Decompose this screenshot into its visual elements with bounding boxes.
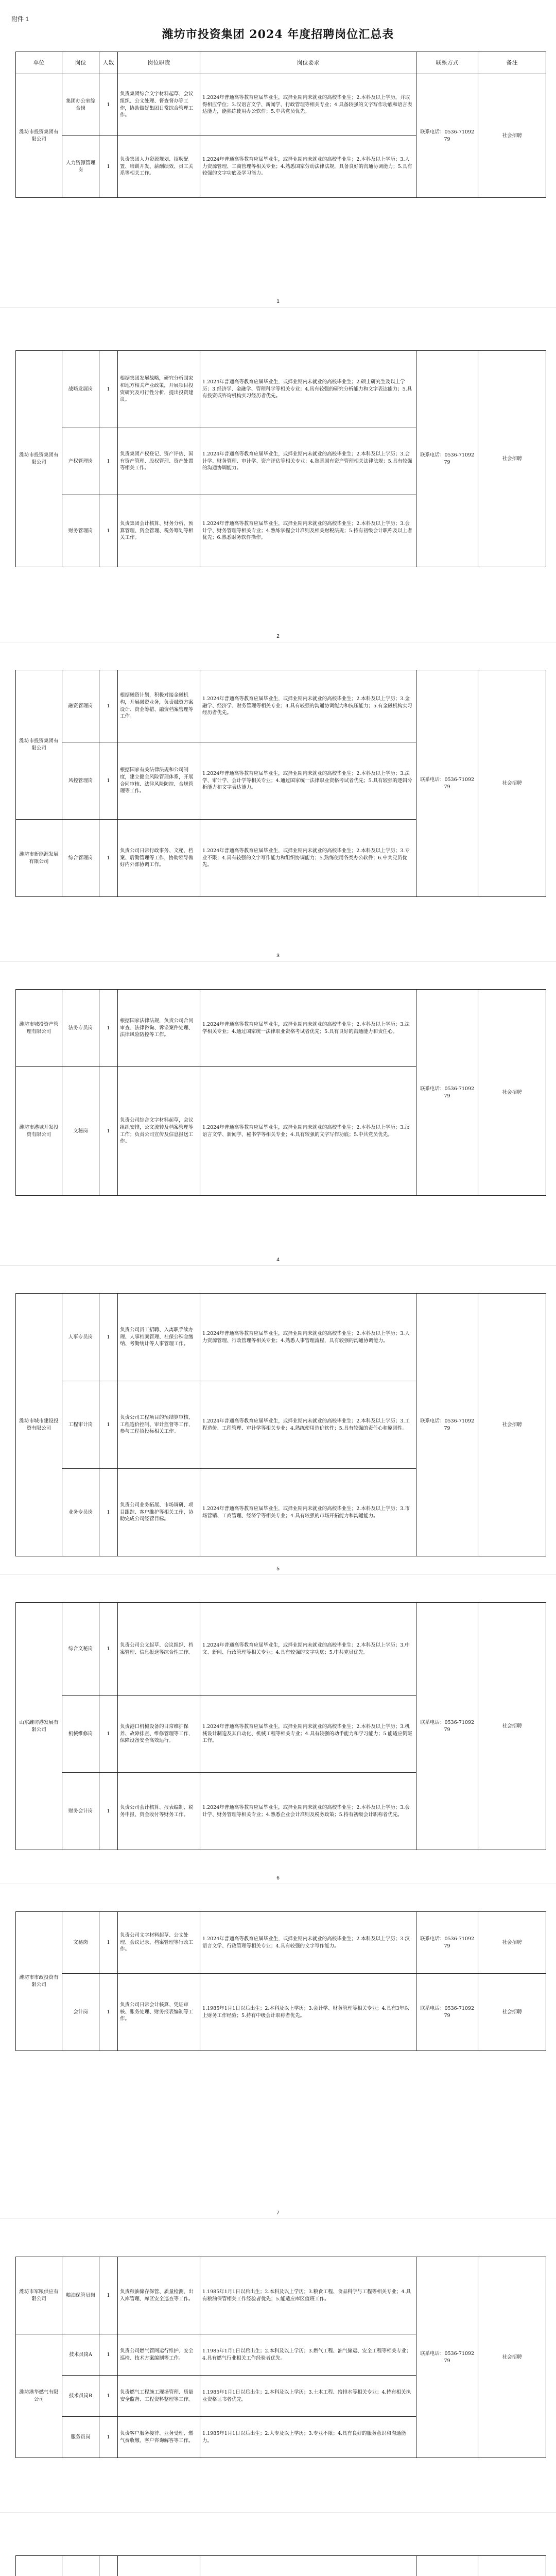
duty-cell: 根据国家法律法规，负责公司合同审查、法律咨询、诉讼案件处理、法律风险防控等工作。 <box>118 990 200 1067</box>
requirement-cell: 1.2024年普通高等教育应届毕业生，或择业期内未就业的高校毕业生；2.本科及以上学历；3.会计学、财务管理等相关专业；4.熟练掌握会计准则及相关财税法规；5.持有初级会计职称及以上者优先；6.熟悉财务软件操作。 <box>200 495 416 567</box>
requirement-cell: 1.2024年普通高等教育应届毕业生，或择业期内未就业的高校毕业生；2.本科及以上学历；3.会计学、财务管理等相关专业；4.熟悉企业会计准则及税务政策；5.持有初级会计职称者优先。 <box>200 1773 416 1850</box>
post-cell: 机械维修岗 <box>62 1696 99 1773</box>
unit-cell: 潍坊市投资集团有限公司 <box>16 670 62 820</box>
page-number: 7 <box>276 2210 280 2216</box>
contact-cell <box>416 2556 478 2576</box>
recruitment-table-page-9 <box>15 2555 546 2576</box>
unit-cell: 山东潍坊港发展有限公司 <box>16 1603 62 1850</box>
requirement-cell: 1.2024年普通高等教育应届毕业生，或择业期内未就业的高校毕业生；2.本科及以上学历；3.法学、审计学、会计学等相关专业；4.通过国家统一法律职业资格考试者优先；5.具有较强的逻辑分析能力和文字表达能力。 <box>200 742 416 820</box>
post-cell: 文秘岗 <box>62 1067 99 1196</box>
duty-cell: 负责粮油储存保管、质量检测、出入库管理、库区安全巡查等工作。 <box>118 2257 200 2334</box>
table-header-row <box>16 52 546 74</box>
requirement-cell: 1.2024年普通高等教育应届毕业生，或择业期内未就业的高校毕业生；2.硕士研究生及以上学历；3.经济学、金融学、管理科学等相关专业；4.具有较强的研究分析能力和文字表达能力；5.具有投资或咨询机构实习经历者优先。 <box>200 351 416 428</box>
page-separator <box>0 961 556 962</box>
table-row <box>16 2257 546 2334</box>
table-row <box>16 1294 546 1381</box>
duty-cell: 负责公司业务拓展、市场调研、项目跟踪、客户维护等相关工作，协助完成公司经营目标。 <box>118 1469 200 1556</box>
header-post: 岗位 <box>62 52 99 74</box>
recruitment-table-page-4 <box>15 989 546 1196</box>
remark-cell: 社会招聘 <box>478 670 546 897</box>
header-requirement: 岗位要求 <box>200 52 416 74</box>
requirement-cell: 1.1985年1月1日以后出生；2.本科及以上学历；3.土木工程、给排水等相关专业；4.持有相关执业资格证书者优先。 <box>200 2376 416 2417</box>
duty-cell: 负责公司日常会计核算、凭证审核、账务处理、财务报表编制等工作。 <box>118 1974 200 2051</box>
post-cell: 人事专员岗 <box>62 1294 99 1381</box>
requirement-cell: 1.2024年普通高等教育应届毕业生，或择业期内未就业的高校毕业生；2.本科及以上学历；3.人力资源管理、行政管理等相关专业；4.熟悉人事管理流程，具有较强的沟通协调能力。 <box>200 1294 416 1381</box>
requirement-cell: 1.2024年普通高等教育应届毕业生，或择业期内未就业的高校毕业生；2.本科及以上学历；3.专业不限；4.具有较强的文字写作能力和组织协调能力；5.熟练使用各类办公软件；6.中共党员优先。 <box>200 820 416 897</box>
contact-cell: 联系电话：0536-7109279 <box>416 1294 478 1556</box>
contact-cell: 联系电话：0536-7109279 <box>416 1603 478 1850</box>
post-cell: 服务员岗 <box>62 2417 99 2458</box>
requirement-cell: 1.2024年普通高等教育应届毕业生，或择业期内未就业的高校毕业生；2.本科及以上学历，并取得相应学位；3.汉语言文学、新闻学、行政管理等相关专业；4.具备较强的文字写作功底和语言表达能力，能熟练使用办公软件；5.中共党员优先。 <box>200 74 416 136</box>
duty-cell <box>118 2556 200 2576</box>
requirement-cell: 1.2024年普通高等教育应届毕业生，或择业期内未就业的高校毕业生；2.本科及以上学历；3.汉语言文学、新闻学、秘书学等相关专业；4.具有较强的文字写作功底；5.中共党员优先。 <box>200 1067 416 1196</box>
table-row <box>16 1912 546 1974</box>
page-number: 4 <box>276 1257 280 1263</box>
contact-cell: 联系电话：0536-7109279 <box>416 1912 478 1974</box>
count-cell: 1 <box>99 742 118 820</box>
count-cell: 1 <box>99 1696 118 1773</box>
page-separator <box>0 307 556 308</box>
count-cell: 1 <box>99 351 118 428</box>
count-cell: 1 <box>99 2257 118 2334</box>
requirement-cell: 1.2024年普通高等教育应届毕业生，或择业期内未就业的高校毕业生；2.本科及以上学历；3.汉语言文学、行政管理等相关专业；4.具有较强的文字写作能力。 <box>200 1912 416 1974</box>
unit-cell: 潍坊市城投资产管理有限公司 <box>16 990 62 1067</box>
contact-cell: 联系电话：0536-7109279 <box>416 351 478 567</box>
page-number: 2 <box>276 634 280 639</box>
post-cell <box>62 2556 99 2576</box>
table-row <box>16 351 546 428</box>
unit-cell: 潍坊市港城开发投资有限公司 <box>16 1067 62 1196</box>
page-separator <box>0 1265 556 1266</box>
table-row <box>16 670 546 742</box>
post-cell: 财务管理岗 <box>62 495 99 567</box>
duty-cell: 负责公司员工招聘、入离职手续办理、人事档案管理、社保公积金缴纳、考勤统计等人事管理工作。 <box>118 1294 200 1381</box>
post-cell: 产权管理岗 <box>62 428 99 495</box>
table-row <box>16 74 546 136</box>
count-cell: 1 <box>99 2334 118 2376</box>
post-cell: 集团办公室综合岗 <box>62 74 99 136</box>
requirement-cell: 1.2024年普通高等教育应届毕业生，或择业期内未就业的高校毕业生；2.本科及以上学历；3.法学相关专业；4.通过国家统一法律职业资格考试者优先；5.具有良好的沟通能力和责任心。 <box>200 990 416 1067</box>
post-cell: 人力资源管理岗 <box>62 136 99 198</box>
count-cell: 1 <box>99 820 118 897</box>
table-row <box>16 2556 546 2576</box>
remark-cell: 社会招聘 <box>478 2257 546 2458</box>
remark-cell: 社会招聘 <box>478 1294 546 1556</box>
unit-cell <box>16 2556 62 2576</box>
count-cell: 1 <box>99 2417 118 2458</box>
duty-cell: 负责公司综合文字材料起草，会议组织安排，公文流转及档案管理等工作；负责公司宣传及信息报送工作。 <box>118 1067 200 1196</box>
table-row <box>16 1603 546 1696</box>
count-cell: 1 <box>99 74 118 136</box>
unit-cell: 潍坊市投资集团有限公司 <box>16 74 62 198</box>
header-count: 人数 <box>99 52 118 74</box>
contact-cell: 联系电话：0536-7109279 <box>416 2257 478 2458</box>
duty-cell: 负责集团产权登记、资产评估、国有资产管理、股权管理、资产处置等相关工作。 <box>118 428 200 495</box>
duty-cell: 负责公司文字材料起草、公文处理、会议记录、档案管理等行政工作。 <box>118 1912 200 1974</box>
count-cell: 1 <box>99 2376 118 2417</box>
recruitment-table-page-2 <box>15 350 546 567</box>
header-contact: 联系方式 <box>416 52 478 74</box>
count-cell: 1 <box>99 1912 118 1974</box>
count-cell: 1 <box>99 1469 118 1556</box>
unit-cell: 潍坊市城市建设投资有限公司 <box>16 1294 62 1556</box>
post-cell: 融资管理岗 <box>62 670 99 742</box>
recruitment-table-page-8 <box>15 2257 546 2458</box>
requirement-cell <box>200 2556 416 2576</box>
recruitment-table-page-7 <box>15 1911 546 2051</box>
post-cell: 财务会计岗 <box>62 1773 99 1850</box>
count-cell: 1 <box>99 1381 118 1469</box>
requirement-cell: 1.1985年1月1日以后出生；2.本科及以上学历；3.燃气工程、油气储运、安全工程等相关专业；4.具有燃气行业相关工作经验者优先。 <box>200 2334 416 2376</box>
count-cell <box>99 2556 118 2576</box>
header-remark: 备注 <box>478 52 546 74</box>
count-cell: 1 <box>99 1773 118 1850</box>
count-cell: 1 <box>99 428 118 495</box>
unit-cell: 潍坊市新能源发展有限公司 <box>16 820 62 897</box>
requirement-cell: 1.2024年普通高等教育应届毕业生，或择业期内未就业的高校毕业生；2.本科及以上学历；3.会计学、财务管理、审计学、资产评估等相关专业；4.熟悉国有资产管理相关法律法规；5.具有较强的沟通协调能力。 <box>200 428 416 495</box>
count-cell: 1 <box>99 495 118 567</box>
duty-cell: 负责港口机械设备的日常维护保养、故障排查、维修管理等工作，保障设备安全高效运行。 <box>118 1696 200 1773</box>
count-cell: 1 <box>99 990 118 1067</box>
duty-cell: 负责燃气工程施工现场管理、质量安全监督、工程资料整理等工作。 <box>118 2376 200 2417</box>
post-cell: 风控管理岗 <box>62 742 99 820</box>
remark-cell: 社会招聘 <box>478 74 546 198</box>
remark-cell: 社会招聘 <box>478 1974 546 2051</box>
count-cell: 1 <box>99 1067 118 1196</box>
duty-cell: 负责公司工程项目的预结算审核、工程造价控制、审计监督等工作，参与工程招投标相关工作。 <box>118 1381 200 1469</box>
table-row <box>16 1974 546 2051</box>
post-cell: 综合管理岗 <box>62 820 99 897</box>
recruitment-table-page-1 <box>15 52 546 198</box>
duty-cell: 负责集团综合文字材料起草、会议组织、公文处理、督查督办等工作，协助做好集团日常综合管理工作。 <box>118 74 200 136</box>
remark-cell: 社会招聘 <box>478 351 546 567</box>
requirement-cell: 1.2024年普通高等教育应届毕业生，或择业期内未就业的高校毕业生；2.本科及以上学历；3.中文、新闻、行政管理等相关专业；4.具有较强的文字功底；5.中共党员优先。 <box>200 1603 416 1696</box>
remark-cell: 社会招聘 <box>478 1603 546 1850</box>
post-cell: 技术员岗A <box>62 2334 99 2376</box>
document-title: 潍坊市投资集团 2024 年度招聘岗位汇总表 <box>162 28 394 41</box>
page-number: 5 <box>276 1566 280 1572</box>
count-cell: 1 <box>99 670 118 742</box>
post-cell: 技术员岗B <box>62 2376 99 2417</box>
duty-cell: 负责客户服务接待、业务受理、燃气费收缴、客户咨询解答等工作。 <box>118 2417 200 2458</box>
contact-cell: 联系电话：0536-7109279 <box>416 670 478 897</box>
page-separator <box>0 1574 556 1575</box>
table-row <box>16 990 546 1067</box>
requirement-cell: 1.1985年1月1日以后出生；2.本科及以上学历；3.会计学、财务管理等相关专业；4.具有3年以上财务工作经验；5.持有中级会计职称者优先。 <box>200 1974 416 2051</box>
header-duty: 岗位职责 <box>118 52 200 74</box>
unit-cell: 潍坊市军粮供应有限公司 <box>16 2257 62 2334</box>
page-number: 1 <box>276 299 280 304</box>
duty-cell: 负责公司会计核算、报表编制、税务申报、资金收付等财务工作。 <box>118 1773 200 1850</box>
duty-cell: 负责集团人力资源规划、招聘配置、培训开发、薪酬绩效、员工关系等相关工作。 <box>118 136 200 198</box>
requirement-cell: 1.2024年普通高等教育应届毕业生，或择业期内未就业的高校毕业生；2.本科及以上学历；3.工程造价、工程管理、审计学等相关专业；4.熟练使用造价软件；5.具有较强的责任心和原则性。 <box>200 1381 416 1469</box>
remark-cell: 社会招聘 <box>478 990 546 1196</box>
duty-cell: 负责公司公文起草、会议组织、档案管理、信息报送等综合性工作。 <box>118 1603 200 1696</box>
unit-cell: 潍坊市投资集团有限公司 <box>16 351 62 567</box>
duty-cell: 负责集团会计核算、财务分析、预算管理、资金管理、税务筹划等相关工作。 <box>118 495 200 567</box>
page-number: 3 <box>276 953 280 959</box>
post-cell: 文秘岗 <box>62 1912 99 1974</box>
count-cell: 1 <box>99 136 118 198</box>
contact-cell: 联系电话：0536-7109279 <box>416 990 478 1196</box>
post-cell: 业务专员岗 <box>62 1469 99 1556</box>
duty-cell: 根据集团发展战略，研究分析国家和地方相关产业政策，开展项目投资研究及可行性分析，提出投资建议。 <box>118 351 200 428</box>
attachment-label: 附件 1 <box>11 15 29 23</box>
duty-cell: 根据国家有关法律法规和公司制度，建立健全风险管理体系，开展合同审核、法律风险防控、合规管理等工作。 <box>118 742 200 820</box>
remark-cell <box>478 2556 546 2576</box>
page-number: 6 <box>276 1875 280 1881</box>
page-separator <box>0 2512 556 2513</box>
unit-cell: 潍坊市市政投资有限公司 <box>16 1912 62 2051</box>
count-cell: 1 <box>99 1294 118 1381</box>
requirement-cell: 1.2024年普通高等教育应届毕业生，或择业期内未就业的高校毕业生；2.本科及以上学历；3.人力资源管理、工商管理等相关专业；4.熟悉国家劳动法律法规，具备良好的沟通协调能力；5.具有较强的文字功底及学习能力。 <box>200 136 416 198</box>
contact-cell: 联系电话：0536-7109279 <box>416 1974 478 2051</box>
duty-cell: 根据融资计划，积极对接金融机构，开展融资业务，负责融资方案设计、资金筹措、融资档案管理等工作。 <box>118 670 200 742</box>
requirement-cell: 1.1985年1月1日以后出生；2.本科及以上学历；3.粮食工程、食品科学与工程等相关专业；4.具有粮油保管相关工作经验者优先；5.能适应库区值班工作。 <box>200 2257 416 2334</box>
recruitment-table-page-3 <box>15 670 546 897</box>
post-cell: 粮油保管员岗 <box>62 2257 99 2334</box>
recruitment-table-page-5 <box>15 1293 546 1556</box>
count-cell: 1 <box>99 1603 118 1696</box>
requirement-cell: 1.1985年1月1日以后出生；2.大专及以上学历；3.专业不限；4.具有良好的服务意识和沟通能力。 <box>200 2417 416 2458</box>
requirement-cell: 1.2024年普通高等教育应届毕业生，或择业期内未就业的高校毕业生；2.本科及以上学历；3.金融学、经济学、财务管理等相关专业；4.具有较强的沟通协调能力和抗压能力；5.有金融机构实习经历者优先。 <box>200 670 416 742</box>
header-unit: 单位 <box>16 52 62 74</box>
contact-cell: 联系电话：0536-7109279 <box>416 74 478 198</box>
post-cell: 综合文秘岗 <box>62 1603 99 1696</box>
post-cell: 战略发展岗 <box>62 351 99 428</box>
requirement-cell: 1.2024年普通高等教育应届毕业生，或择业期内未就业的高校毕业生；2.本科及以上学历；3.机械设计制造及其自动化、机械工程等相关专业；4.具有较强的动手能力和学习能力；5.能适应倒班工作。 <box>200 1696 416 1773</box>
post-cell: 法务专员岗 <box>62 990 99 1067</box>
recruitment-table-page-6 <box>15 1602 546 1850</box>
duty-cell: 负责公司燃气管网运行维护、安全巡检、技术方案编制等工作。 <box>118 2334 200 2376</box>
unit-cell: 潍坊港华燃气有限公司 <box>16 2334 62 2458</box>
remark-cell: 社会招聘 <box>478 1912 546 1974</box>
post-cell: 会计岗 <box>62 1974 99 2051</box>
page-separator <box>0 2218 556 2219</box>
count-cell: 1 <box>99 1974 118 2051</box>
post-cell: 工程审计岗 <box>62 1381 99 1469</box>
duty-cell: 负责公司日常行政事务、文秘、档案、后勤管理等工作，协助领导做好内外部协调工作。 <box>118 820 200 897</box>
requirement-cell: 1.2024年普通高等教育应届毕业生，或择业期内未就业的高校毕业生；2.本科及以上学历；3.市场营销、工商管理、经济学等相关专业；4.具有较强的市场开拓能力和沟通能力。 <box>200 1469 416 1556</box>
